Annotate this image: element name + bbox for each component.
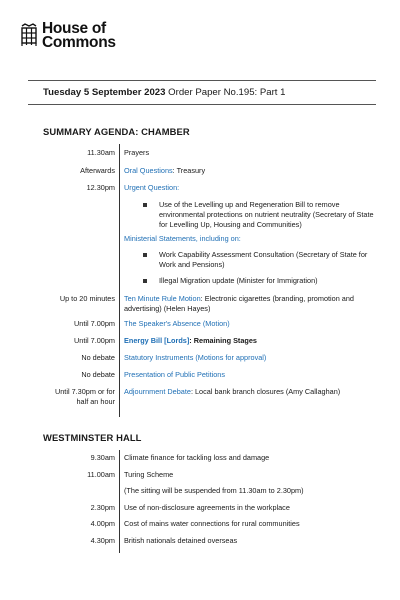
agenda-item <box>124 353 374 363</box>
agenda-time: No debate <box>81 370 115 379</box>
agenda-text: : Treasury <box>172 166 206 175</box>
agenda-item <box>124 536 374 546</box>
agenda-row <box>43 148 378 164</box>
agenda-item <box>124 234 374 244</box>
westminster-hall-section-title: WESTMINSTER HALL <box>43 432 142 443</box>
agenda-item <box>124 166 374 176</box>
agenda-time: 2.30pm <box>90 503 115 512</box>
agenda-link[interactable]: Presentation of Public Petitions <box>124 370 225 379</box>
agenda-link[interactable]: Adjournment Debate <box>124 387 191 396</box>
square-bullet-icon <box>143 203 147 207</box>
agenda-row <box>43 319 378 335</box>
agenda-row <box>43 353 378 369</box>
agenda-row <box>43 166 378 182</box>
square-bullet-icon <box>143 279 147 283</box>
agenda-item <box>124 148 374 158</box>
agenda-sub-item <box>159 250 379 270</box>
agenda-time: Afterwards <box>80 166 115 175</box>
agenda-row <box>43 503 378 517</box>
agenda-row <box>43 336 378 352</box>
agenda-text: Climate finance for tackling loss and damage <box>124 453 270 462</box>
agenda-row <box>43 370 378 386</box>
agenda-text: Turing Scheme <box>124 470 174 479</box>
agenda-link[interactable]: Statutory Instruments (Motions for approval) <box>124 353 267 362</box>
agenda-time: 11.00am <box>87 470 115 479</box>
agenda-item <box>124 294 374 314</box>
order-paper-date: Tuesday 5 September 2023 <box>43 87 166 98</box>
agenda-text: Illegal Migration update (Minister for Immigration) <box>159 276 318 285</box>
agenda-sub-item <box>159 200 379 230</box>
agenda-row <box>43 387 378 411</box>
order-paper-header <box>43 87 285 98</box>
agenda-text: Work Capability Assessment Consultation (Secretary of State for Work and Pensions) <box>159 250 368 269</box>
agenda-link[interactable]: The Speaker's Absence (Motion) <box>124 319 230 328</box>
agenda-item <box>124 183 374 193</box>
agenda-link[interactable]: Ministerial Statements, including on: <box>124 234 241 243</box>
agenda-text: Use of the Levelling up and Regeneration Bill to remove environmental protections on nutrient neutrality (Secretary of State for Levelling Up, Housing and Communities) <box>159 200 374 229</box>
agenda-time: 4.30pm <box>90 536 115 545</box>
agenda-text: : Local bank branch closures (Amy Callaghan) <box>190 387 341 396</box>
agenda-item <box>124 470 374 480</box>
agenda-row <box>43 486 378 500</box>
agenda-row <box>43 234 378 250</box>
agenda-item <box>124 370 374 380</box>
agenda-time: Until 7.30pm or for half an hour <box>54 387 115 406</box>
header-top-rule <box>28 80 376 81</box>
square-bullet-icon <box>143 253 147 257</box>
agenda-row <box>43 183 378 199</box>
agenda-item <box>124 503 374 513</box>
agenda-time: Until 7.00pm <box>74 336 115 345</box>
agenda-time: Until 7.00pm <box>74 319 115 328</box>
logo-wordmark <box>42 22 116 50</box>
agenda-time: 11.30am <box>87 148 115 157</box>
agenda-text: : Electronic cigarettes (branding, promotion and advertising) (Helen Hayes) <box>124 294 354 313</box>
agenda-time: 12.30pm <box>86 183 115 192</box>
header-bottom-rule <box>28 104 376 105</box>
agenda-text: Prayers <box>124 148 150 157</box>
agenda-item <box>124 387 374 397</box>
agenda-item <box>124 319 374 329</box>
agenda-time: 4.00pm <box>90 519 115 528</box>
agenda-link[interactable]: Urgent Question: <box>124 183 180 192</box>
agenda-sub-item <box>159 276 379 286</box>
agenda-link[interactable]: Ten Minute Rule Motion <box>124 294 201 303</box>
agenda-item <box>124 519 374 529</box>
agenda-row <box>43 294 378 318</box>
agenda-time: No debate <box>81 353 115 362</box>
portcullis-icon <box>20 23 38 47</box>
agenda-row <box>43 276 378 292</box>
agenda-text: British nationals detained overseas <box>124 536 238 545</box>
agenda-text: (The sitting will be suspended from 11.30am to 2.30pm) <box>124 486 304 495</box>
agenda-item <box>124 336 374 346</box>
agenda-row <box>43 470 378 484</box>
agenda-row <box>43 250 378 275</box>
logo-line-2: Commons <box>42 34 116 51</box>
agenda-text: Use of non-disclosure agreements in the workplace <box>124 503 290 512</box>
order-paper-number: Order Paper No.195: Part 1 <box>168 87 286 98</box>
agenda-row <box>43 453 378 467</box>
agenda-text: : Remaining Stages <box>189 336 257 345</box>
house-of-commons-logo <box>20 22 116 50</box>
agenda-time: Up to 20 minutes <box>59 294 115 303</box>
chamber-section-title: SUMMARY AGENDA: CHAMBER <box>43 126 190 137</box>
agenda-row <box>43 519 378 533</box>
agenda-row <box>43 536 378 550</box>
logo-line-1: House of <box>42 20 106 37</box>
agenda-time: 9.30am <box>90 453 115 462</box>
agenda-row <box>43 200 378 233</box>
agenda-link[interactable]: Energy Bill [Lords] <box>124 336 190 345</box>
agenda-item <box>124 453 374 463</box>
agenda-item <box>124 486 374 496</box>
agenda-text: Cost of mains water connections for rural communities <box>124 519 300 528</box>
agenda-link[interactable]: Oral Questions <box>124 166 173 175</box>
